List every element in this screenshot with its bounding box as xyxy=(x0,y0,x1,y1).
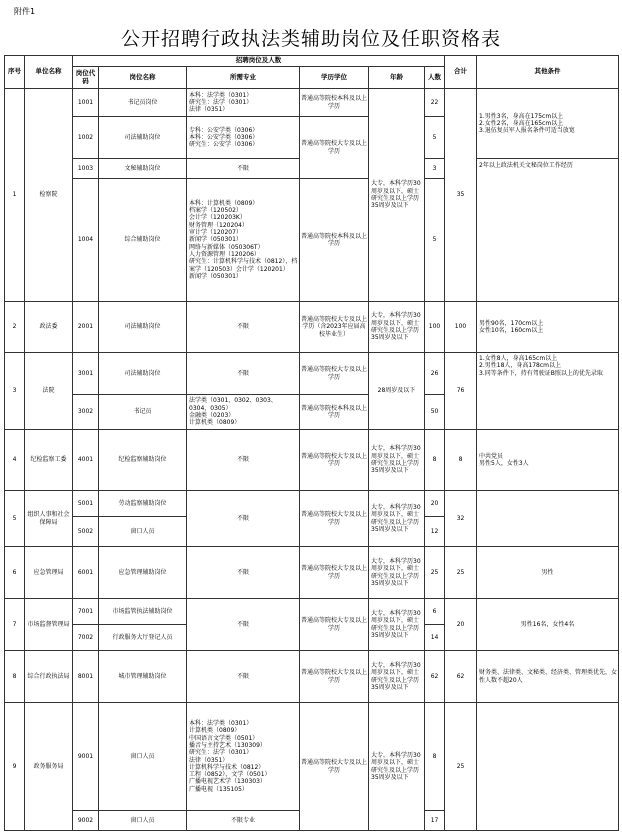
cell-seq: 1 xyxy=(5,89,25,302)
cell-num: 3 xyxy=(425,159,445,179)
cell-major: 不限 xyxy=(187,353,300,395)
cell-code: 9001 xyxy=(73,703,99,811)
cell-code: 9002 xyxy=(73,811,99,831)
cell-post: 司法辅助岗位 xyxy=(99,353,187,395)
cell-num: 25 xyxy=(425,547,445,599)
cell-post: 市场监管执法辅助岗位 xyxy=(99,599,187,625)
header-edu: 学历学位 xyxy=(300,67,369,89)
cell-num: 100 xyxy=(425,302,445,353)
cell-post: 司法辅助岗位 xyxy=(99,117,187,159)
cell-age: 大专，本科学历30周岁及以下，硕士研究生及以上学历35周岁及以下 xyxy=(369,547,425,599)
cell-unit: 市场监督管理局 xyxy=(25,599,73,651)
table-row xyxy=(5,703,619,811)
cell-other: 男性 xyxy=(477,547,619,599)
cell-age: 大专，本科学历30周岁及以下，硕士研究生及以上学历35周岁及以下 xyxy=(369,491,425,547)
cell-post: 书记员岗位 xyxy=(99,89,187,117)
header-other: 其他条件 xyxy=(477,56,619,89)
cell-unit: 法院 xyxy=(25,353,73,430)
table-row xyxy=(5,302,619,353)
table-row xyxy=(5,599,619,625)
table-row xyxy=(5,353,619,395)
header-seq: 序号 xyxy=(5,56,25,89)
qualification-table xyxy=(4,55,619,831)
cell-age: 大专，本科学历30周岁及以下，硕士研究生及以上学历35周岁及以下 xyxy=(369,430,425,491)
cell-num: 22 xyxy=(425,89,445,117)
cell-age: 28周岁及以下 xyxy=(369,353,425,430)
cell-seq: 3 xyxy=(5,353,25,430)
cell-post: 司法辅助岗位 xyxy=(99,302,187,353)
cell-total: 35 xyxy=(445,89,477,302)
table-row xyxy=(5,430,619,491)
cell-other: 男性90名，170cm以上 女性10名，160cm以上 xyxy=(477,302,619,353)
header-code: 岗位代码 xyxy=(73,67,99,89)
cell-major: 不限专业 xyxy=(187,811,300,831)
cell-other: 男性16名，女性4名 xyxy=(477,599,619,651)
cell-edu: 普通高等院校大专及以上学历 xyxy=(300,703,369,831)
cell-total: 32 xyxy=(445,491,477,547)
cell-num: 8 xyxy=(425,430,445,491)
cell-num: 26 xyxy=(425,353,445,395)
cell-code: 5001 xyxy=(73,491,99,517)
cell-major: 不限 xyxy=(187,430,300,491)
table-row xyxy=(5,547,619,599)
cell-seq: 9 xyxy=(5,703,25,831)
cell-edu: 普通高等院校大专及以上学历 xyxy=(300,353,369,395)
cell-total: 76 xyxy=(445,353,477,430)
cell-code: 6001 xyxy=(73,547,99,599)
cell-num: 12 xyxy=(425,517,445,547)
cell-edu: 普通高等院校大专及以上学历 xyxy=(300,491,369,547)
header-group: 招聘岗位及人数 xyxy=(73,56,445,67)
header-total: 合计 xyxy=(445,56,477,89)
cell-edu: 普通高等院校本科及以上学历 xyxy=(300,395,369,430)
header-num: 人数 xyxy=(425,67,445,89)
cell-edu: 普通高等院校大专及以上学历 xyxy=(300,547,369,599)
cell-code: 1004 xyxy=(73,179,99,302)
cell-post: 书记员 xyxy=(99,395,187,430)
cell-major: 不限 xyxy=(187,599,300,651)
cell-seq: 5 xyxy=(5,491,25,547)
cell-age: 大专，本科学历30周岁及以下，硕士研究生及以上学历35周岁及以下 xyxy=(369,703,425,831)
cell-code: 3002 xyxy=(73,395,99,430)
cell-major: 本科：计算机类（0809） 档案学（120502） 会计学（120203K） 财务管理（120204） 审计学（120207） 新闻学（050301） 网络与新媒体（050306T） 人力资源管理（120206） 研究生：计算机科学与技术（0812），档案学（120503）会计学（120201） 新闻学（050301） xyxy=(187,179,300,302)
table-row xyxy=(5,89,619,117)
cell-major: 本科：法学类（0301） 计算机类（0809） 中国语言文学类（0501） 播音与主持艺术（130309） 研究生：法学（0301） 法律（0351） 计算机科学与技术（0812） 工程（0852），文学（0501） 广播电视艺术学（130303） 广播电视（135105） xyxy=(187,703,300,811)
cell-unit: 纪检监察工委 xyxy=(25,430,73,491)
cell-major: 不限 xyxy=(187,651,300,703)
cell-unit: 政法委 xyxy=(25,302,73,353)
cell-num: 14 xyxy=(425,625,445,651)
cell-post: 窗口人员 xyxy=(99,517,187,547)
cell-major: 不限 xyxy=(187,491,300,547)
cell-seq: 2 xyxy=(5,302,25,353)
cell-unit: 应急管理局 xyxy=(25,547,73,599)
cell-edu: 普通高等院校本科及以上学历 xyxy=(300,89,369,117)
cell-major: 法学类（0301、0302、0303、0304、0305） 金融类（0203） 计算机类（0809） xyxy=(187,395,300,430)
cell-code: 1003 xyxy=(73,159,99,179)
cell-other: 2年以上政法机关文秘岗位工作经历 xyxy=(477,159,619,302)
attachment-label: 附件1 xyxy=(14,7,36,16)
cell-unit: 综合行政执法局 xyxy=(25,651,73,703)
cell-code: 1001 xyxy=(73,89,99,117)
cell-num: 5 xyxy=(425,179,445,302)
cell-unit: 检察院 xyxy=(25,89,73,302)
cell-num: 62 xyxy=(425,651,445,703)
cell-age: 大专，本科学历30周岁及以下，硕士研究生及以上学历35周岁及以下 xyxy=(369,599,425,651)
cell-edu: 普通高等院校大专及以上学历 xyxy=(300,651,369,703)
cell-major: 不限 xyxy=(187,302,300,353)
cell-post: 文秘辅助岗位 xyxy=(99,159,187,179)
cell-unit: 政务服务局 xyxy=(25,703,73,831)
cell-code: 4001 xyxy=(73,430,99,491)
cell-num: 20 xyxy=(425,491,445,517)
cell-other: 1.男性3名，身高在175cm以上 2.女性2名，身高在165cm以上 3.退伍复员军人报名条件可适当放宽 xyxy=(477,89,619,159)
cell-post: 综合辅助岗位 xyxy=(99,179,187,302)
cell-post: 纪检监察辅助岗位 xyxy=(99,430,187,491)
cell-total: 62 xyxy=(445,651,477,703)
cell-total: 8 xyxy=(445,430,477,491)
cell-total: 20 xyxy=(445,599,477,651)
cell-edu: 普通高等院校本科及以上学历 xyxy=(300,179,369,302)
cell-total: 25 xyxy=(445,547,477,599)
cell-total: 100 xyxy=(445,302,477,353)
header-age: 年龄 xyxy=(369,67,425,89)
cell-code: 7002 xyxy=(73,625,99,651)
cell-unit: 组织人事和社会保障局 xyxy=(25,491,73,547)
cell-other xyxy=(477,491,619,547)
cell-num: 50 xyxy=(425,395,445,430)
cell-age: 大专，本科学历30周岁及以下，硕士研究生及以上学历35周岁及以下 xyxy=(369,302,425,353)
cell-other xyxy=(477,703,619,831)
cell-post: 城市管理辅助岗位 xyxy=(99,651,187,703)
cell-major: 不限 xyxy=(187,547,300,599)
cell-age: 大专，本科学历30周岁及以下，硕士研究生及以上学历35周岁及以下 xyxy=(369,651,425,703)
header-post: 岗位名称 xyxy=(99,67,187,89)
cell-seq: 4 xyxy=(5,430,25,491)
cell-other: 中共党员 男性5人，女性3人 xyxy=(477,430,619,491)
cell-other: 1.女性8人，身高165cm以上 2.男性18人，身高178cm以上 3.同等条件下，持有驾驶证B照以上的优先录取 xyxy=(477,353,619,430)
page-title: 公开招聘行政执法类辅助岗位及任职资格表 xyxy=(120,28,501,50)
table-row xyxy=(5,491,619,517)
header-major: 所需专业 xyxy=(187,67,300,89)
cell-seq: 7 xyxy=(5,599,25,651)
cell-code: 3001 xyxy=(73,353,99,395)
cell-num: 5 xyxy=(425,117,445,159)
header-unit: 单位名称 xyxy=(25,56,73,89)
cell-num: 6 xyxy=(425,599,445,625)
cell-num: 8 xyxy=(425,703,445,811)
cell-total: 25 xyxy=(445,703,477,831)
cell-code: 8001 xyxy=(73,651,99,703)
cell-post: 行政服务大厅登记人员 xyxy=(99,625,187,651)
cell-age: 大专，本科学历30周岁及以下，硕士研究生及以上学历35周岁及以下 xyxy=(369,89,425,302)
cell-post: 窗口人员 xyxy=(99,811,187,831)
cell-other: 财务类、法律类、文秘类、经济类、管理类优先，女性人数不超20人 xyxy=(477,651,619,703)
cell-code: 7001 xyxy=(73,599,99,625)
cell-seq: 8 xyxy=(5,651,25,703)
cell-code: 5002 xyxy=(73,517,99,547)
cell-code: 1002 xyxy=(73,117,99,159)
cell-seq: 6 xyxy=(5,547,25,599)
cell-post: 应急管理辅助岗位 xyxy=(99,547,187,599)
cell-edu: 普通高等院校大专及以上学历 xyxy=(300,430,369,491)
cell-code: 2001 xyxy=(73,302,99,353)
cell-edu: 普通高等院校大专及以上学历（含2023年应届高校毕业生） xyxy=(300,302,369,353)
table-row xyxy=(5,651,619,703)
cell-major: 不限 xyxy=(187,159,300,179)
cell-major: 专科：公安学类（0306） 本科：公安学类（0306） 研究生：公安学（0306） xyxy=(187,117,300,159)
cell-post: 窗口人员 xyxy=(99,703,187,811)
cell-major: 本科：法学类（0301） 研究生：法学（0301） 法律（0351） xyxy=(187,89,300,117)
cell-num: 17 xyxy=(425,811,445,831)
cell-edu: 普通高等院校大专及以上学历 xyxy=(300,599,369,651)
cell-post: 劳动监察辅助岗位 xyxy=(99,491,187,517)
cell-edu: 普通高等院校大专及以上学历 xyxy=(300,117,369,179)
